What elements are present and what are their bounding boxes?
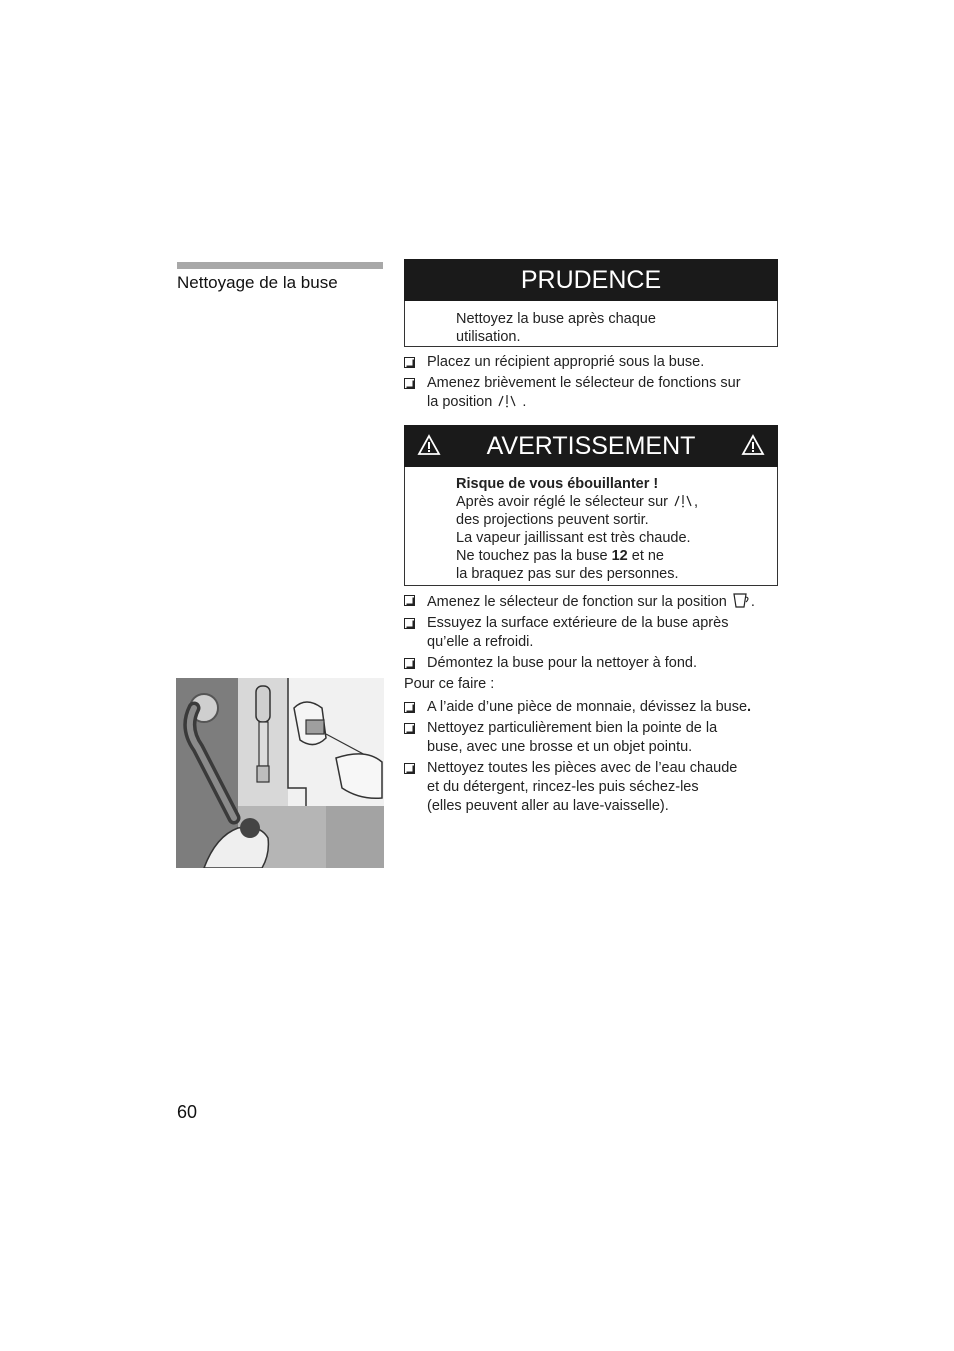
section-title: Nettoyage de la buse <box>177 273 338 292</box>
caution-body <box>404 301 778 347</box>
step-text-line2: qu’elle a refroidi. <box>427 634 534 650</box>
step-text-line2: la position <box>427 394 493 410</box>
steps-list-b <box>404 591 778 675</box>
warning-line4-post: et ne <box>631 548 664 564</box>
list-item <box>404 759 778 816</box>
list-item <box>404 353 778 372</box>
step-text-line1: Essuyez la surface extérieure de la buse après <box>427 615 729 631</box>
list-item <box>404 374 778 412</box>
checkbox-icon <box>404 658 415 669</box>
list-item <box>404 719 778 757</box>
step-text: Amenez le sélecteur de fonction sur la position <box>427 594 727 610</box>
checkbox-icon <box>404 357 415 368</box>
step-text-line2: buse, avec une brosse et un objet pointu. <box>427 739 693 755</box>
steps-list-c <box>404 698 778 818</box>
checkbox-icon <box>404 702 415 713</box>
page-number: 60 <box>177 1102 198 1122</box>
caution-text-line1: Nettoyez la buse après chaque <box>456 311 656 327</box>
step-suffix: . <box>750 594 755 610</box>
step-text-line3: (elles peuvent aller au lave-vaisselle). <box>427 798 669 814</box>
nozzle-cleaning-illustration <box>176 678 384 868</box>
checkbox-icon <box>404 763 415 774</box>
checkbox-icon <box>404 618 415 629</box>
list-item <box>404 591 778 612</box>
warning-triangle-icon <box>417 434 441 456</box>
checkbox-icon <box>404 595 415 606</box>
steam-position-icon <box>496 393 518 409</box>
step-text-line2: et du détergent, rincez-les puis séchez-les <box>427 779 699 795</box>
list-item <box>404 698 778 717</box>
warning-line4-pre: Ne touchez pas la buse <box>456 548 608 564</box>
warning-line3: La vapeur jaillissant est très chaude. <box>456 530 691 546</box>
warning-body <box>404 467 778 586</box>
step-suffix: . <box>522 394 527 410</box>
steam-position-icon <box>672 493 694 509</box>
section-rule <box>177 262 383 269</box>
caution-title: PRUDENCE <box>520 265 662 294</box>
steps-list-a <box>404 353 778 414</box>
step-text: A l’aide d’une pièce de monnaie, dévissez la buse <box>427 699 748 715</box>
warning-line1-suffix: , <box>694 494 699 510</box>
step-text: Placez un récipient approprié sous la buse. <box>427 354 705 370</box>
warning-triangle-icon <box>741 434 765 456</box>
caution-text-line2: utilisation. <box>456 329 521 345</box>
checkbox-icon <box>404 378 415 389</box>
caution-header <box>404 259 778 301</box>
step-text-line1: Nettoyez toutes les pièces avec de l’eau chaude <box>427 760 738 776</box>
checkbox-icon <box>404 723 415 734</box>
warning-title: AVERTISSEMENT <box>486 431 696 460</box>
step-suffix: . <box>747 699 752 715</box>
warning-line2: des projections peuvent sortir. <box>456 512 649 528</box>
step-text: Démontez la buse pour la nettoyer à fond. <box>427 655 698 671</box>
warning-line5: la braquez pas sur des personnes. <box>456 566 679 582</box>
cup-position-icon <box>731 591 751 609</box>
warning-line1: Après avoir réglé le sélecteur sur <box>456 494 668 510</box>
warning-header <box>404 425 778 467</box>
list-item <box>404 614 778 652</box>
warning-heading: Risque de vous ébouillanter ! <box>456 476 659 492</box>
list-item <box>404 654 778 673</box>
step-text-line1: Amenez brièvement le sélecteur de fonctions sur <box>427 375 741 391</box>
intro-text: Pour ce faire : <box>404 676 495 692</box>
step-text-line1: Nettoyez particulièrement bien la pointe de la <box>427 720 718 736</box>
part-number: 12 <box>611 548 628 564</box>
